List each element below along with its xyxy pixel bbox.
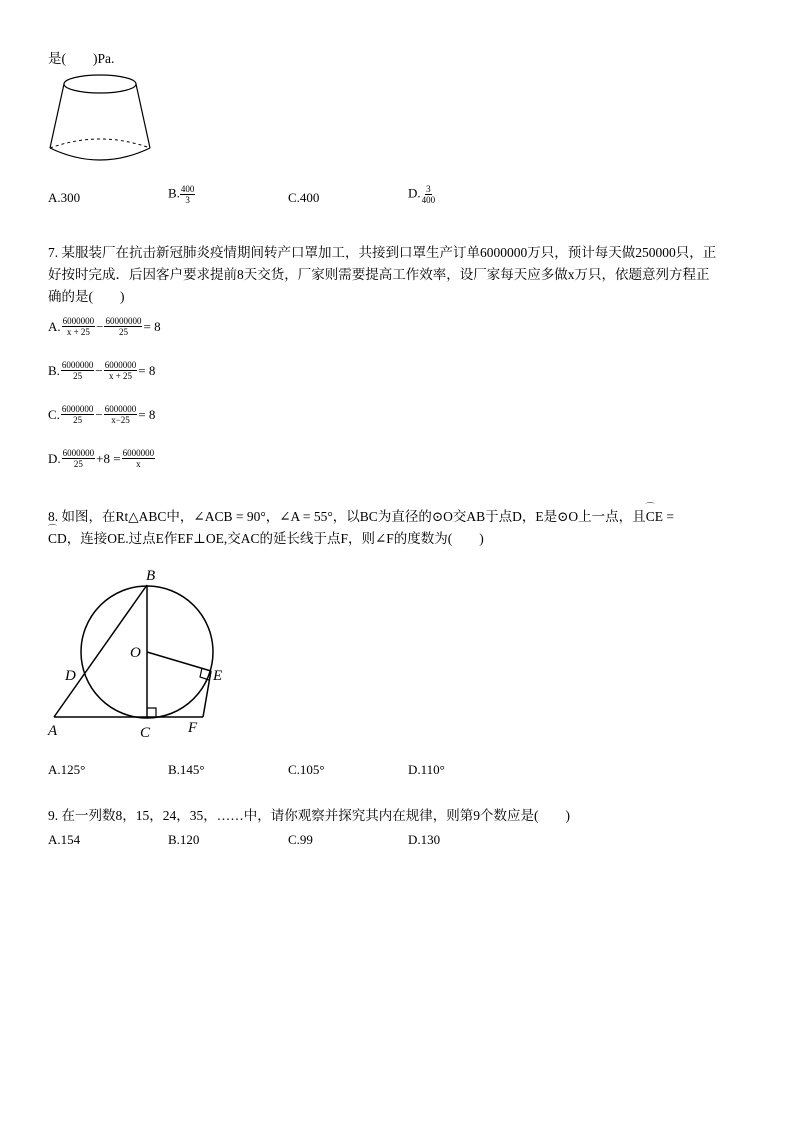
frustum-top-ellipse <box>64 75 136 93</box>
label-o: O <box>130 645 141 661</box>
frustum-right-edge <box>136 84 150 148</box>
q6-option-a: A.300 <box>48 190 81 205</box>
q9-option-d: D.130 <box>408 832 441 847</box>
q6-option-c: C.400 <box>288 190 320 205</box>
q7-option-a: A. $\frac{6000000}{x + 25}$ − $\frac{60000000}{25}$ = 8 <box>48 316 161 337</box>
frustum-bottom-front <box>50 148 150 160</box>
label-c: C <box>140 725 151 741</box>
q6-option-b: B. $\frac{400}{3}$ <box>168 184 195 205</box>
q7-stem-line3: 确的是( ) <box>48 289 125 304</box>
q9-stem: 9. 在一列数8，15，24，35，……中，请你观察并探究其内在规律，则第9个数应是( ) <box>48 808 570 823</box>
q9-option-b: B.120 <box>168 832 200 847</box>
label-f: F <box>188 720 198 736</box>
label-d: D <box>65 668 76 684</box>
arc-cd: ⌒ CD <box>48 528 67 550</box>
q8-stem-line2: ⌒ CD，连接OE.过点E作EF⊥OE,交AC的延长线于点F，则∠F的度数为( ) <box>48 528 484 550</box>
frustum-bottom-back <box>50 139 150 148</box>
q8-option-a: A.125° <box>48 762 86 777</box>
right-angle-c-mark <box>147 708 156 717</box>
q8-option-c: C.105° <box>288 762 325 777</box>
circle-triangle-figure <box>40 560 240 745</box>
q9-option-c: C.99 <box>288 832 313 847</box>
q7-option-b: B. $\frac{6000000}{25}$ − $\frac{6000000}{x + 25}$ = 8 <box>48 360 156 381</box>
q6-tail-text: 是( )Pa. <box>48 51 115 66</box>
q7-stem-line1: 7. 某服装厂在抗击新冠肺炎疫情期间转产口罩加工，共接到口罩生产订单6000000万只，预计每天做250000只，正 <box>48 245 717 260</box>
frustum-figure <box>44 72 156 164</box>
q8-option-b: B.145° <box>168 762 205 777</box>
q7-stem-line2: 好按时完成．后因客户要求提前8天交货，厂家则需要提高工作效率，设厂家每天应多做x万只，依题意列方程正 <box>48 267 710 282</box>
q7-option-c: C. $\frac{6000000}{25}$ − $\frac{6000000}{x-25}$ = 8 <box>48 404 156 425</box>
frustum-left-edge <box>50 84 64 148</box>
label-b: B <box>146 568 156 584</box>
label-a: A <box>48 723 58 739</box>
label-e: E <box>213 668 223 684</box>
q8-stem-line1: 8. 如图，在Rt△ABC中，∠ACB = 90°，∠A = 55°，以BC为直径的⊙O交AB于点D，E是⊙O上一点，且⌒ CE = <box>48 506 674 528</box>
q8-option-d: D.110° <box>408 762 445 777</box>
q7-option-d: D. $\frac{6000000}{25}$ +8 = $\frac{6000000}{x}$ <box>48 448 155 469</box>
arc-ce: ⌒ CE <box>646 506 663 528</box>
q6-option-d: D. $\frac{3}{400}$ <box>408 184 436 205</box>
q9-option-a: A.154 <box>48 832 81 847</box>
